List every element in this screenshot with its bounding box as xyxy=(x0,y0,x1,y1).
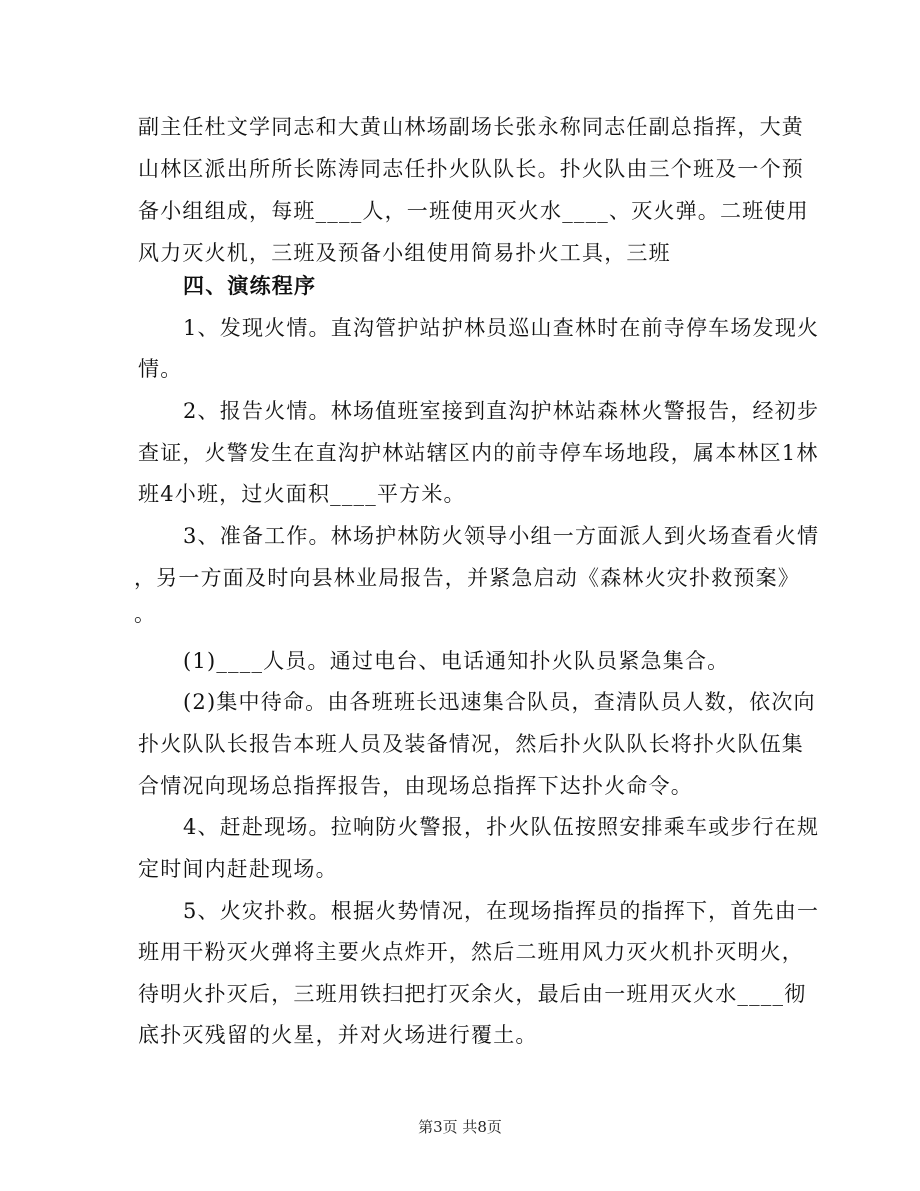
body-line: 班4小班，过火面积____平方米。 xyxy=(138,482,466,506)
body-line: 底扑灭残留的火星，并对火场进行覆土。 xyxy=(138,1023,538,1047)
body-line: 3、准备工作。林场护林防火领导小组一方面派人到火场查看火情 xyxy=(183,524,820,548)
body-line: 。 xyxy=(134,602,157,626)
body-line: (2)集中待命。由各班班长迅速集合队员，查清队员人数，依次向 xyxy=(183,690,816,714)
page-number-footer: 第3页 共8页 xyxy=(418,1118,502,1136)
body-line: 5、火灾扑救。根据火势情况，在现场指挥员的指挥下，首先由一 xyxy=(183,899,820,923)
body-line: 合情况向现场总指挥报告，由现场总指挥下达扑火命令。 xyxy=(138,774,693,798)
body-line: 风力灭火机，三班及预备小组使用简易扑火工具，三班 xyxy=(138,241,671,265)
body-line: 定时间内赶赴现场。 xyxy=(138,857,338,881)
body-line: 班用干粉灭火弹将主要火点炸开，然后二班用风力灭火机扑灭明火， xyxy=(138,940,804,964)
body-line: 山林区派出所所长陈涛同志任扑火队队长。扑火队由三个班及一个预 xyxy=(138,157,804,181)
body-line: 扑火队队长报告本班人员及装备情况，然后扑火队队长将扑火队伍集 xyxy=(138,732,804,756)
body-line: 2、报告火情。林场值班室接到直沟护林站森林火警报告，经初步 xyxy=(183,399,820,423)
body-line: 查证，火警发生在直沟护林站辖区内的前寺停车场地段，属本林区1林 xyxy=(138,441,819,465)
body-line: 备小组组成，每班____人，一班使用灭火水____、灭火弹。二班使用 xyxy=(138,199,809,223)
section-heading: 四、演练程序 xyxy=(183,273,317,298)
body-line: 待明火扑灭后，三班用铁扫把打灭余火，最后由一班用灭火水____彻 xyxy=(138,982,807,1006)
body-line: (1)____人员。通过电台、电话通知扑火队员紧急集合。 xyxy=(183,649,730,673)
body-line: 副主任杜文学同志和大黄山林场副场长张永称同志任副总指挥，大黄 xyxy=(138,115,804,139)
body-line: 1、发现火情。直沟管护站护林员巡山查林时在前寺停车场发现火 xyxy=(183,316,820,340)
body-line: 4、赶赴现场。拉响防火警报，扑火队伍按照安排乘车或步行在规 xyxy=(183,815,820,839)
body-line: ，另一方面及时向县林业局报告，并紧急启动《森林火灾扑救预案》 xyxy=(134,566,800,590)
body-line: 情。 xyxy=(138,357,183,381)
